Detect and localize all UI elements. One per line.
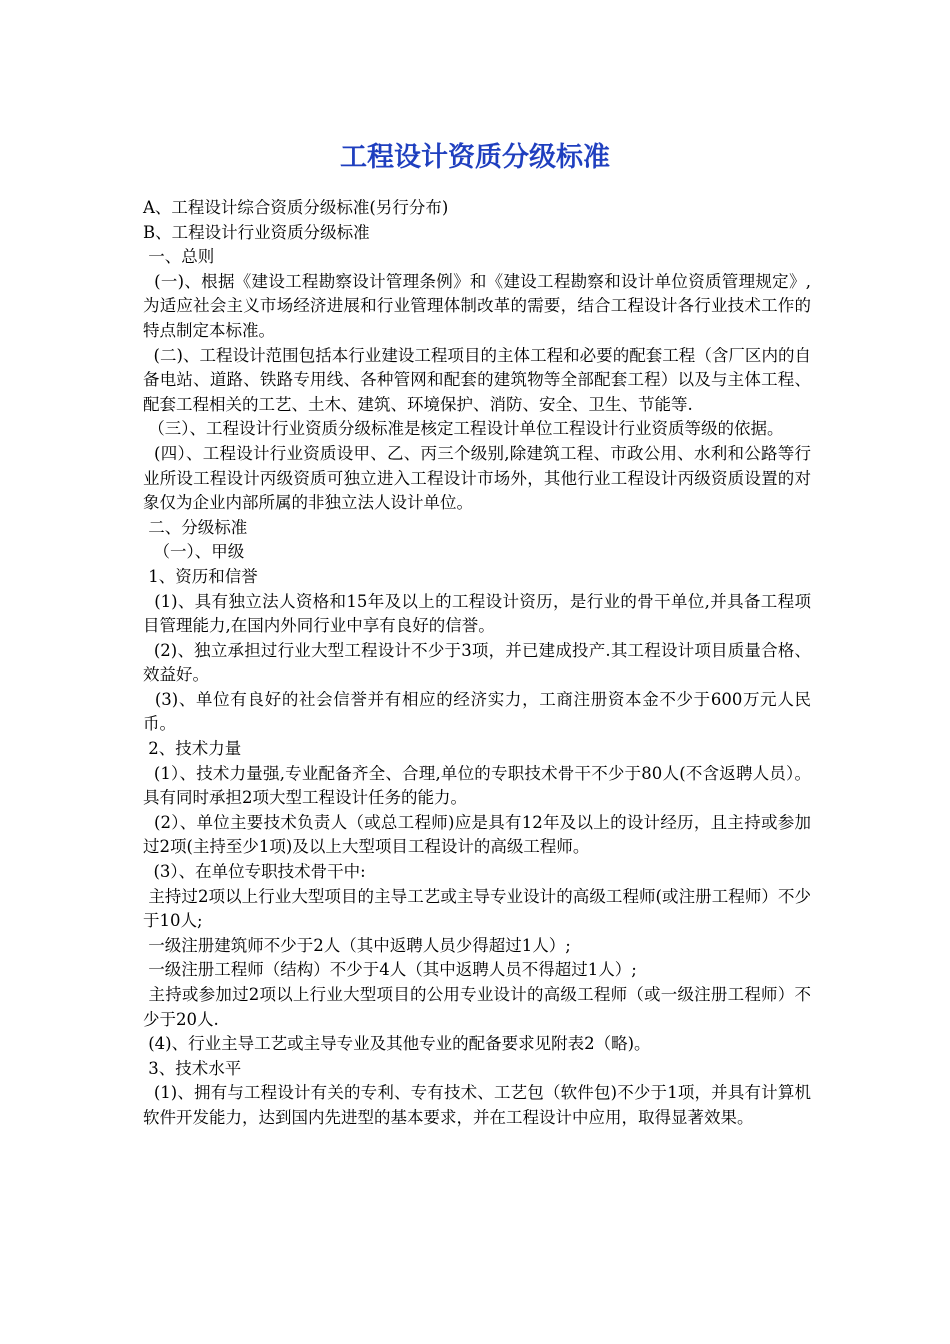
paragraph: (一)、根据《建设工程勘察设计管理条例》和《建设工程勘察和设计单位资质管理规定》,为适应社会主义市场经济进展和行业管理体制改革的需要，结合工程设计各行业技术工作的特点制定本标准。	[143, 271, 811, 340]
paragraph: 一级注册工程师（结构）不少于4人（其中返聘人员不得超过1人）;	[143, 960, 637, 980]
paragraph: (2）、单位主要技术负责人（或总工程师)应是具有12年及以上的设计经历，且主持或参加过2项(主持至少1项)及以上大型项目工程设计的高级工程师。	[143, 812, 811, 857]
paragraph: 主持过2项以上行业大型项目的主导工艺或主导专业设计的高级工程师(或注册工程师）不少于10人;	[143, 886, 812, 931]
paragraph: (3）、在单位专职技术骨干中:	[143, 862, 366, 882]
paragraph: (1)、拥有与工程设计有关的专利、专有技术、工艺包（软件包)不少于1项，并具有计算机软件开发能力，达到国内先进型的基本要求，并在工程设计中应用，取得显著效果。	[143, 1083, 811, 1127]
paragraph: 一级注册建筑师不少于2人（其中返聘人员少得超过1人）;	[143, 935, 571, 955]
paragraph: (3)、单位有良好的社会信誉并有相应的经济实力，工商注册资本金不少于600万元人民币。	[143, 689, 811, 734]
section-heading: 一、总则	[143, 247, 215, 267]
subsection-heading: 2、技术力量	[143, 739, 242, 759]
paragraph: (1)、具有独立法人资格和15年及以上的工程设计资历，是行业的骨干单位,并具备工程项目管理能力,在国内外同行业中享有良好的信誉。	[143, 591, 811, 636]
paragraph: (二)、工程设计范围包括本行业建设工程项目的主体工程和必要的配套工程（含厂区内的自备电站、道路、铁路专用线、各种管网和配套的建筑物等全部配套工程）以及与主体工程、配套工程相关的工艺、土木、建筑、环境保护、消防、安全、卫生、节能等.	[143, 345, 811, 414]
paragraph: B、工程设计行业资质分级标准	[143, 222, 370, 242]
paragraph: （三）、工程设计行业资质分级标准是核定工程设计单位工程设计行业资质等级的依据。	[143, 419, 784, 439]
subsection-heading: 1、资历和信誉	[143, 566, 258, 586]
paragraph: A、工程设计综合资质分级标准(另行分布)	[143, 198, 449, 217]
subsection-heading: （一）、甲级	[143, 542, 245, 562]
document-body	[143, 196, 811, 1131]
paragraph: (1）、技术力量强,专业配备齐全、合理,单位的专职技术骨干不少于80人(不含返聘人员）。具有同时承担2项大型工程设计任务的能力。	[143, 763, 812, 808]
paragraph: (2)、独立承担过行业大型工程设计不少于3项，并已建成投产.其工程设计项目质量合格、效益好。	[143, 640, 811, 685]
document-title: 工程设计资质分级标准	[340, 142, 610, 173]
subsection-heading: 3、技术水平	[143, 1058, 242, 1078]
paragraph: (四）、工程设计行业资质设甲、乙、丙三个级别,除建筑工程、市政公用、水利和公路等行业所设工程设计丙级资质可独立进入工程设计市场外，其他行业工程设计丙级资质设置的对象仅为企业内部所属的非独立法人设计单位。	[143, 443, 811, 513]
section-heading: 二、分级标准	[143, 517, 248, 537]
paragraph: (4)、行业主导工艺或主导专业及其他专业的配备要求见附表2（略)。	[143, 1034, 651, 1054]
paragraph: 主持或参加过2项以上行业大型项目的公用专业设计的高级工程师（或一级注册工程师）不少于20人.	[143, 985, 811, 1029]
